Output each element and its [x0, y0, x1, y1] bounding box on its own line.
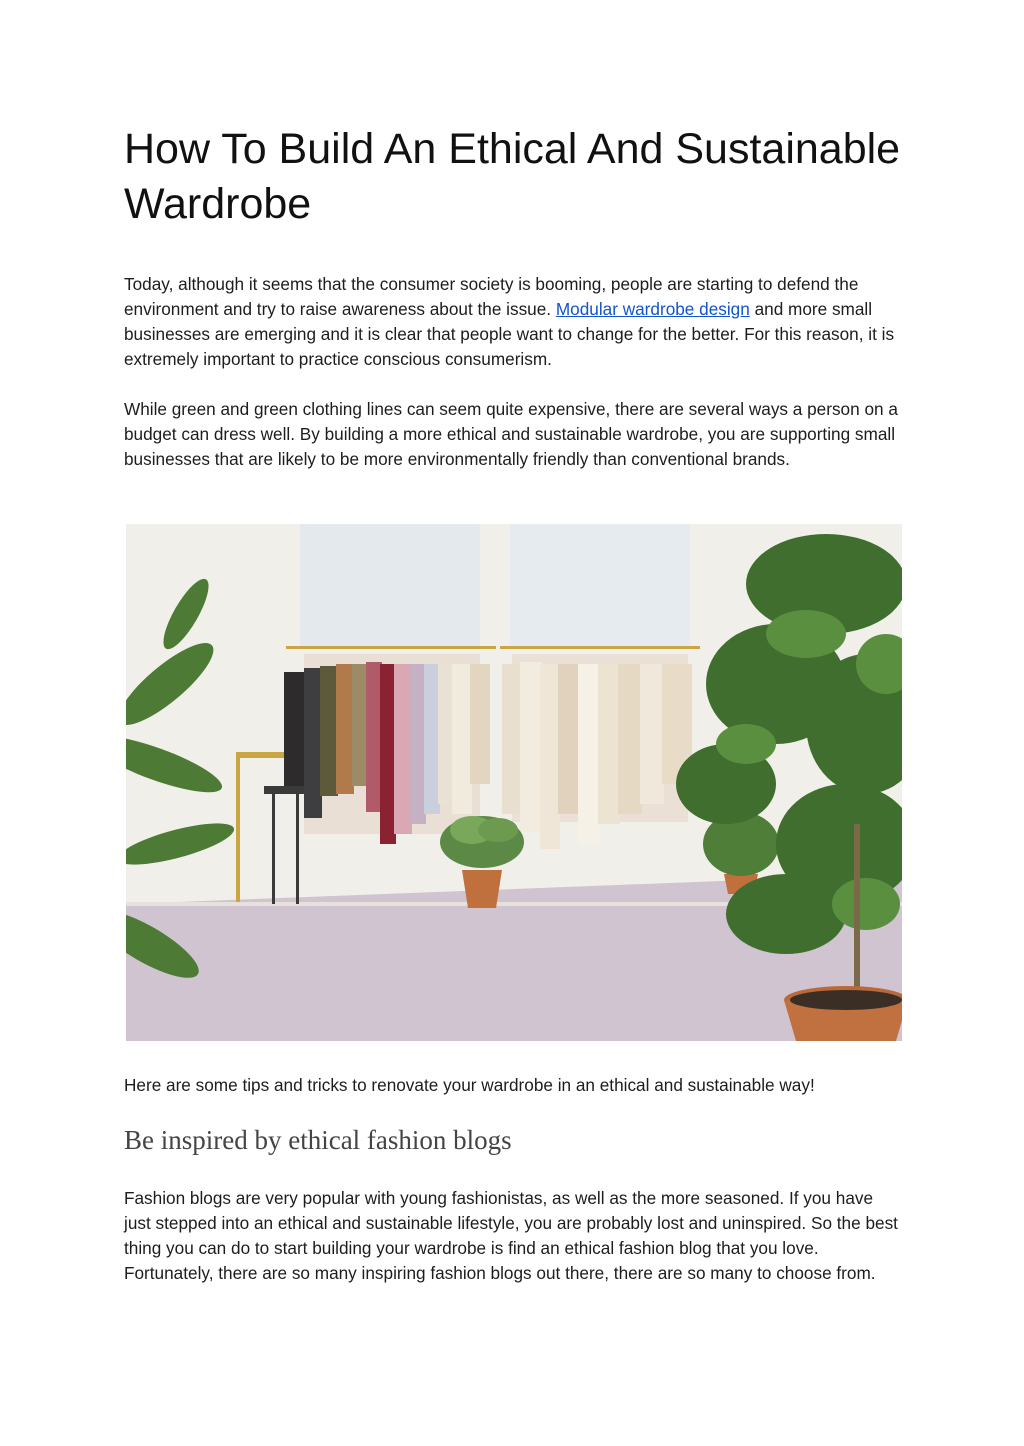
intro-text-before-link: Today, although it seems that the consumer society is booming, people are starting to defend the environment and try to raise awareness about the issue.: [124, 274, 859, 319]
page-title: How To Build An Ethical And Sustainable Wardrobe: [124, 125, 901, 228]
section-heading-blogs: Be inspired by ethical fashion blogs: [124, 1125, 512, 1155]
section-body-blogs: Fashion blogs are very popular with young fashionistas, as well as the more seasoned. If you have just stepped into an ethical and sustainable lifestyle, you are probably lost and uninspired. So the best thing you can do to start building your wardrobe is find an ethical fashion blog that you love. Fortunately, there are so many inspiring fashion blogs out there, there are so many to choose from.: [124, 1188, 898, 1283]
budget-paragraph: While green and green clothing lines can seem quite expensive, there are several ways a person on a budget can dress well. By building a more ethical and sustainable wardrobe, you are supporting small businesses that are likely to be more environmentally friendly than conventional brands.: [124, 399, 898, 469]
intro-paragraph: [124, 272, 904, 372]
clothing-rack-photo: [126, 524, 902, 1041]
modular-wardrobe-link[interactable]: Modular wardrobe design: [555, 299, 750, 319]
tips-intro: Here are some tips and tricks to renovate your wardrobe in an ethical and sustainable way!: [124, 1075, 815, 1095]
intro-text-after-link: and more small businesses are emerging and it is clear that people want to change for the better. For this reason, it is extremely important to practice conscious consumerism.: [124, 299, 895, 369]
